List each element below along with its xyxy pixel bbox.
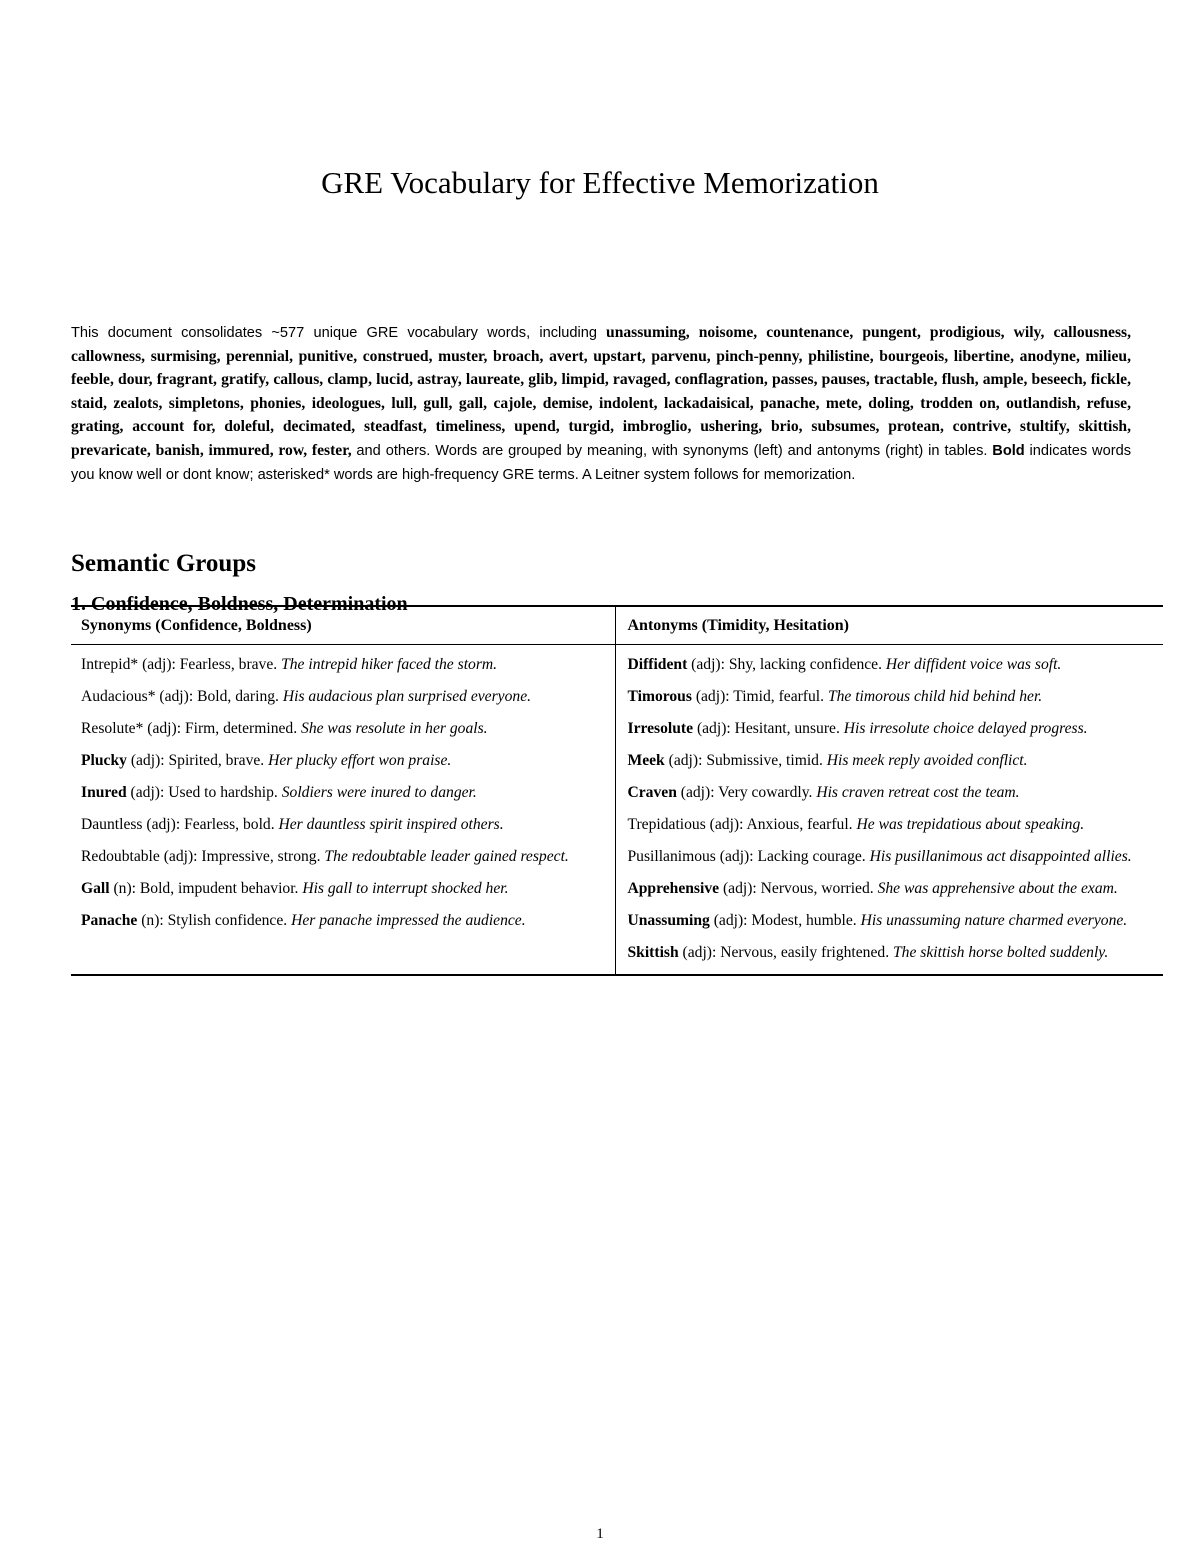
definition: Anxious, fearful. [746,816,857,833]
synonym-cell [71,873,615,905]
part-of-speech: (adj): [719,880,761,897]
definition: Stylish confidence. [167,912,292,929]
antonym-cell [615,841,1163,873]
vocab-term: Dauntless [81,816,143,833]
definition: Submissive, timid. [706,752,827,769]
synonym-cell [71,905,615,937]
antonym-cell [615,681,1163,713]
example-sentence: The skittish horse bolted suddenly. [893,944,1109,961]
antonym-cell [615,713,1163,745]
intro-lead: This document consolidates ~577 unique GRE vocabulary words, including [71,324,597,341]
part-of-speech: (adj): [143,720,185,737]
synonym-cell [71,777,615,809]
vocab-term: Skittish [627,944,679,961]
part-of-speech: (adj): [138,656,180,673]
vocab-term: Inured [81,784,127,801]
subsection-heading: 1. Confidence, Boldness, Determination [71,593,408,615]
table-row [71,905,1163,937]
antonym-cell [615,745,1163,777]
table-bottom-rule [71,974,1163,976]
vocab-term: Intrepid* [81,656,139,673]
table-row [71,681,1163,713]
table-row [71,777,1163,809]
example-sentence: He was trepidatious about speaking. [856,816,1085,833]
synonyms-header: Synonyms (Confidence, Boldness) [81,617,312,634]
vocab-term: Diffident [627,656,688,673]
definition: Impressive, strong. [201,848,325,865]
intro-word-list: unassuming, noisome, countenance, pungent, prodigious, wily, callousness, callowness, surmising, perennial, punitive, construed, muster, broach, avert, upstart, parvenu, pinch-penny, philistine, bourgeois, libertine, anodyne, milieu, feeble, dour, fragrant, gratify, callous, clamp, lucid, astray, laureate, glib, limpid, ravaged, conflagration, passes, pauses, tractable, flush, ample, beseech, fickle, staid, zealots, simpletons, phonies, ideologues, lull, gull, gall, cajole, demise, indolent, lackadaisical, panache, mete, doling, trodden on, outlandish, refuse, grating, account for, doleful, decimated, steadfast, timeliness, upend, turgid, imbroglio, ushering, brio, subsumes, protean, contrive, stultify, skittish, prevaricate, banish, immured, row, fester, [71,323,1131,459]
synonym-cell [71,745,615,777]
table-row [71,873,1163,905]
table-header-row [71,607,1163,645]
vocab-term: Plucky [81,752,127,769]
antonym-cell [615,937,1163,974]
definition: Bold, daring. [197,688,283,705]
vocab-term: Audacious* [81,688,156,705]
example-sentence: The redoubtable leader gained respect. [324,848,569,865]
example-sentence: His pusillanimous act disappointed allies. [869,848,1132,865]
intro-paragraph [71,321,1131,488]
example-sentence: Her diffident voice was soft. [885,656,1062,673]
example-sentence: His craven retreat cost the team. [816,784,1020,801]
definition: Used to hardship. [168,784,282,801]
example-sentence: The timorous child hid behind her. [827,688,1043,705]
part-of-speech: (n): [109,880,140,897]
synonym-cell [71,681,615,713]
definition: Shy, lacking confidence. [728,656,886,673]
example-sentence: The intrepid hiker faced the storm. [281,656,498,673]
vocab-table-body [71,645,1163,975]
synonym-cell [71,841,615,873]
part-of-speech: (adj): [678,944,721,961]
vocab-term: Timorous [627,688,692,705]
definition: Nervous, worried. [760,880,878,897]
definition: Bold, impudent behavior. [139,880,303,897]
synonym-cell [71,937,615,974]
definition: Hesitant, unsure. [734,720,844,737]
intro-tail: indicates words you know well or dont know; asterisked* words are high-frequency GRE terms. A Leitner system follows for memorization. [71,442,1131,484]
antonyms-header: Antonyms (Timidity, Hesitation) [615,607,1163,645]
example-sentence: His audacious plan surprised everyone. [282,688,532,705]
example-sentence: Soldiers were inured to danger. [281,784,477,801]
vocab-term: Redoubtable [81,848,160,865]
example-sentence: His meek reply avoided conflict. [826,752,1028,769]
page-number: 1 [596,1526,604,1542]
example-sentence: His unassuming nature charmed everyone. [860,912,1128,929]
synonym-cell [71,645,615,682]
intro-after-words: and others. Words are grouped by meaning, with synonyms (left) and antonyms (right) in tables. [356,442,988,459]
antonym-cell [615,645,1163,682]
vocab-term: Apprehensive [627,880,720,897]
definition: Modest, humble. [751,912,861,929]
definition: Fearless, brave. [179,656,282,673]
section-heading: Semantic Groups [71,549,256,577]
definition: Very cowardly. [718,784,817,801]
part-of-speech: (n): [137,912,168,929]
part-of-speech: (adj): [693,720,735,737]
vocab-term: Pusillanimous [627,848,716,865]
vocab-term: Gall [81,880,110,897]
vocab-term: Resolute* [81,720,144,737]
definition: Nervous, easily frightened. [720,944,893,961]
vocab-term: Craven [627,784,677,801]
definition: Fearless, bold. [184,816,279,833]
part-of-speech: (adj): [126,784,169,801]
part-of-speech: (adj): [709,912,752,929]
synonym-cell [71,809,615,841]
synonym-cell [71,713,615,745]
table-row [71,645,1163,682]
definition: Firm, determined. [184,720,302,737]
part-of-speech: (adj): [142,816,185,833]
part-of-speech: (adj): [126,752,169,769]
table-row [71,937,1163,974]
table-row [71,745,1163,777]
definition: Lacking courage. [757,848,870,865]
page-title: GRE Vocabulary for Effective Memorization [321,164,879,200]
vocab-term: Panache [81,912,138,929]
vocab-table [71,607,1163,974]
part-of-speech: (adj): [715,848,758,865]
antonym-cell [615,809,1163,841]
antonym-cell [615,873,1163,905]
part-of-speech: (adj): [705,816,747,833]
table-row [71,841,1163,873]
antonym-cell [615,905,1163,937]
part-of-speech: (adj): [664,752,707,769]
table-row [71,713,1163,745]
vocab-term: Irresolute [627,720,694,737]
example-sentence: His gall to interrupt shocked her. [302,880,509,897]
vocab-term: Meek [627,752,665,769]
table-row [71,809,1163,841]
vocab-term: Trepidatious [627,816,706,833]
part-of-speech: (adj): [155,688,198,705]
example-sentence: His irresolute choice delayed progress. [843,720,1088,737]
antonym-cell [615,777,1163,809]
part-of-speech: (adj): [687,656,729,673]
example-sentence: She was apprehensive about the exam. [877,880,1118,897]
vocab-term: Unassuming [627,912,710,929]
example-sentence: She was resolute in her goals. [301,720,488,737]
part-of-speech: (adj): [159,848,202,865]
definition: Timid, fearful. [733,688,828,705]
example-sentence: Her plucky effort won praise. [268,752,452,769]
example-sentence: Her panache impressed the audience. [291,912,526,929]
vocab-table-container [71,605,1163,976]
part-of-speech: (adj): [691,688,734,705]
intro-bold-word: Bold [992,442,1025,459]
part-of-speech: (adj): [676,784,719,801]
definition: Spirited, brave. [168,752,269,769]
example-sentence: Her dauntless spirit inspired others. [278,816,504,833]
